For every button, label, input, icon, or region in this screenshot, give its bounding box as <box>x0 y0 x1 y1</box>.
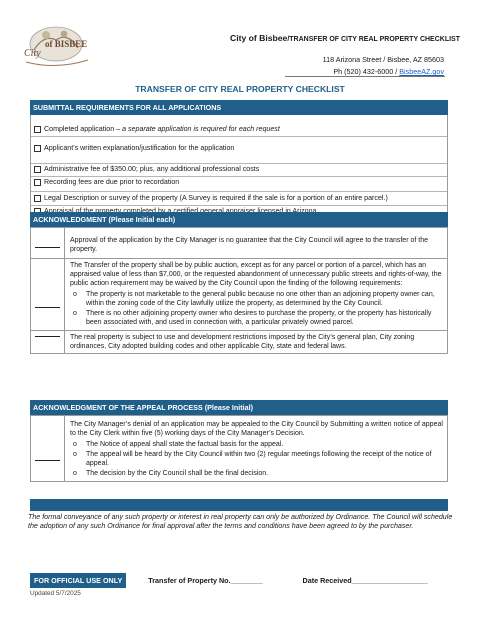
header-rule <box>285 76 445 77</box>
item-text: Legal Description or survey of the property (A Survey is required if the sale is for a portion of an entire parcel.) <box>44 193 388 202</box>
checkbox[interactable] <box>34 195 41 202</box>
ack-bullet-list <box>70 290 443 327</box>
appeal-row <box>31 416 447 481</box>
bullet-marker: o <box>73 441 77 448</box>
bullet-marker: o <box>73 310 77 317</box>
header-phone-text: Ph (520) 432-6000 / <box>333 67 400 76</box>
initial-line <box>35 460 60 461</box>
submittal-checklist <box>30 115 448 219</box>
city-logo <box>18 20 96 72</box>
bullet-text: The property is not marketable to the general public because no one other than an adjoining property owner can, within the zoning code of the City lawfully utilize the property, as determined by the City Council. <box>86 291 435 307</box>
ack-row <box>31 258 447 330</box>
header-subtitle: /TRANSFER OF CITY REAL PROPERTY CHECKLIST <box>287 36 460 43</box>
svg-text:City: City <box>24 48 41 59</box>
header-phone <box>333 67 444 76</box>
checklist-item[interactable] <box>31 163 447 176</box>
website-link[interactable]: BisbeeAZ.gov <box>399 67 444 76</box>
checkbox[interactable] <box>34 179 41 186</box>
updated-date: Updated 5/7/2025 <box>30 590 81 597</box>
initial-box[interactable] <box>31 259 65 330</box>
item-text: Recording fees are due prior to recordation <box>44 178 180 187</box>
official-use-tag: FOR OFFICIAL USE ONLY <box>30 573 126 588</box>
submittal-heading: SUBMITTAL REQUIREMENTS FOR ALL APPLICATIONS <box>30 100 448 115</box>
ack-row <box>31 330 447 353</box>
initial-box[interactable] <box>31 331 65 353</box>
date-received-field[interactable]: Date Received___________________ <box>302 576 428 585</box>
bullet-text: There is no other adjoining property owner who desires to purchase the property, or the property has historically been associated with, and used in connection with, a particular privately owned parcel. <box>86 310 432 326</box>
header-city: City of Bisbee <box>230 33 288 43</box>
initial-box[interactable] <box>31 228 65 258</box>
header-title <box>180 33 460 43</box>
item-text: Applicant’s written explanation/justification for the application <box>44 143 235 152</box>
appeal-text: The City Manager’s denial of an application may be appealed to the City Council by Submitting a written notice of appeal to the City Clerk within five (5) working days of the City Manager’s Decision. <box>70 421 443 437</box>
bullet-marker: o <box>73 470 77 477</box>
checklist-item[interactable] <box>31 191 447 204</box>
initial-line <box>35 247 60 248</box>
bullet-marker: o <box>73 451 77 458</box>
svg-text:of BISBEE: of BISBEE <box>45 39 88 49</box>
bullet-text: The appeal will be heard by the City Council within two (2) regular meetings following the receipt of the notice of appeal. <box>86 451 432 467</box>
ack-text: The real property is subject to use and development restrictions imposed by the City’s general plan, City zoning ordinances, City adopted building codes and other applicable City, state and federal laws. <box>70 334 415 350</box>
divider-band <box>30 499 448 511</box>
document-title: TRANSFER OF CITY REAL PROPERTY CHECKLIST <box>135 84 345 94</box>
bullet-text: The Notice of appeal shall state the factual basis for the appeal. <box>86 441 284 448</box>
ack-row <box>31 228 447 258</box>
checklist-item[interactable] <box>31 115 447 136</box>
acknowledgment-heading: ACKNOWLEDGMENT (Please Initial each) <box>30 212 448 227</box>
ack-bullet <box>70 309 443 327</box>
checkbox[interactable] <box>34 126 41 133</box>
checkbox[interactable] <box>34 145 41 152</box>
item-text: Administrative fee of $350.00; plus, any additional professional costs <box>44 165 260 174</box>
checkbox[interactable] <box>34 166 41 173</box>
ack-text: Approval of the application by the City Manager is no guarantee that the City Council will agree to the transfer of the property. <box>70 237 428 253</box>
bullet-text: The decision by the City Council shall be the final decision. <box>86 470 269 477</box>
item-text: Completed application – <box>44 125 123 133</box>
transfer-number-field[interactable]: Transfer of Property No.________ <box>148 576 263 585</box>
initial-line <box>35 336 60 337</box>
appeal-bullet <box>70 450 443 468</box>
official-use-row <box>30 573 448 588</box>
acknowledgment-table <box>30 227 448 354</box>
appeal-table <box>30 415 448 482</box>
appeal-bullet-list <box>70 440 443 478</box>
appeal-bullet <box>70 440 443 449</box>
bullet-marker: o <box>73 291 77 298</box>
checklist-item[interactable] <box>31 176 447 192</box>
header-address: 118 Arizona Street / Bisbee, AZ 85603 <box>322 55 444 64</box>
initial-box[interactable] <box>31 416 65 481</box>
ack-bullet <box>70 290 443 308</box>
footer-note: The formal conveyance of any such property or interest in real property can only be authorized by Ordinance. The Council will schedule the adoption of any such Ordinance for final approval after the terms and conditions have been agreed to by the purchaser. <box>28 513 453 530</box>
checklist-item[interactable] <box>31 136 447 163</box>
ack-text: The Transfer of the property shall be by public auction, except as for any parcel or portion of a parcel, which has an appraised value of less than $7,000, or the requested abandonment of unnecessary public streets and rights-of-way, the public action requirement may be waived by the City Council upon the finding of the following requirements: <box>70 262 442 287</box>
initial-line <box>35 307 60 308</box>
appeal-bullet <box>70 469 443 478</box>
item-italic: a separate application is required for each request <box>122 125 280 133</box>
appeal-heading: ACKNOWLEDGMENT OF THE APPEAL PROCESS (Please Initial) <box>30 400 448 415</box>
